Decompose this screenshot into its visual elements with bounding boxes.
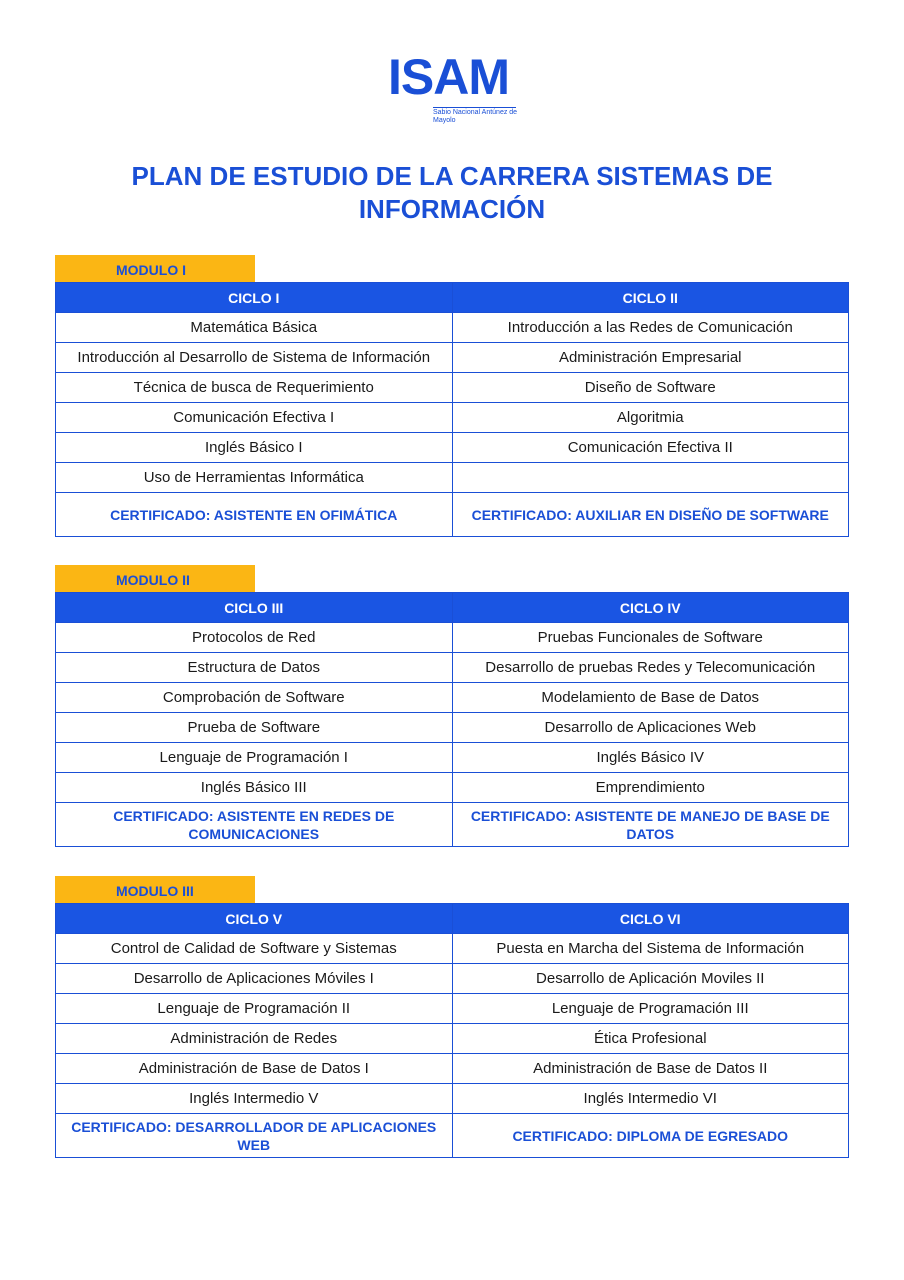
module-tab: MODULO II (55, 565, 255, 592)
course-row (56, 433, 849, 463)
course-cell: Inglés Básico IV (452, 743, 849, 773)
course-row (56, 313, 849, 343)
certificate-cell: CERTIFICADO: AUXILIAR EN DISEÑO DE SOFTWARE (452, 493, 849, 537)
certificate-cell: CERTIFICADO: DESARROLLADOR DE APLICACIONES WEB (56, 1114, 453, 1158)
course-cell: Algoritmia (452, 403, 849, 433)
course-cell: Modelamiento de Base de Datos (452, 683, 849, 713)
course-cell (452, 463, 849, 493)
course-cell: Desarrollo de Aplicación Moviles II (452, 964, 849, 994)
course-row (56, 1054, 849, 1084)
course-cell: Introducción al Desarrollo de Sistema de Información (56, 343, 453, 373)
certificate-row (56, 1114, 849, 1158)
course-row (56, 683, 849, 713)
course-row (56, 1084, 849, 1114)
page-title: PLAN DE ESTUDIO DE LA CARRERA SISTEMAS DE INFORMACIÓN (131, 161, 773, 224)
course-cell: Emprendimiento (452, 773, 849, 803)
logo-tagline: Sabio Nacional Antúnez de Mayolo (433, 109, 518, 124)
certificate-cell: CERTIFICADO: DIPLOMA DE EGRESADO (452, 1114, 849, 1158)
course-cell: Desarrollo de Aplicaciones Web (452, 713, 849, 743)
cycle-header-row (56, 593, 849, 623)
module-table (55, 903, 849, 1158)
course-cell: Inglés Básico I (56, 433, 453, 463)
certificate-row (56, 803, 849, 847)
course-cell: Introducción a las Redes de Comunicación (452, 313, 849, 343)
course-row (56, 743, 849, 773)
cycle-header: CICLO IV (452, 593, 849, 623)
course-cell: Lenguaje de Programación III (452, 994, 849, 1024)
cycle-header: CICLO V (56, 904, 453, 934)
module-1 (55, 255, 849, 537)
course-cell: Lenguaje de Programación II (56, 994, 453, 1024)
logo-rule (433, 107, 516, 108)
course-row (56, 343, 849, 373)
course-row (56, 463, 849, 493)
course-row (56, 403, 849, 433)
course-cell: Inglés Intermedio V (56, 1084, 453, 1114)
cycle-header-row (56, 283, 849, 313)
cycle-header: CICLO VI (452, 904, 849, 934)
cycle-header-row (56, 904, 849, 934)
module-tab: MODULO I (55, 255, 255, 282)
course-cell: Protocolos de Red (56, 623, 453, 653)
module-3 (55, 876, 849, 1158)
course-cell: Administración de Base de Datos II (452, 1054, 849, 1084)
course-cell: Inglés Intermedio VI (452, 1084, 849, 1114)
course-cell: Desarrollo de Aplicaciones Móviles I (56, 964, 453, 994)
course-cell: Pruebas Funcionales de Software (452, 623, 849, 653)
logo-mark: ISAM (388, 49, 509, 105)
course-cell: Comunicación Efectiva I (56, 403, 453, 433)
course-cell: Lenguaje de Programación I (56, 743, 453, 773)
course-cell: Matemática Básica (56, 313, 453, 343)
certificate-cell: CERTIFICADO: ASISTENTE DE MANEJO DE BASE DE DATOS (452, 803, 849, 847)
course-cell: Administración de Redes (56, 1024, 453, 1054)
course-cell: Administración Empresarial (452, 343, 849, 373)
certificate-cell: CERTIFICADO: ASISTENTE EN OFIMÁTICA (56, 493, 453, 537)
certificate-cell: CERTIFICADO: ASISTENTE EN REDES DE COMUNICACIONES (56, 803, 453, 847)
course-row (56, 653, 849, 683)
module-tab: MODULO III (55, 876, 255, 903)
course-cell: Ética Profesional (452, 1024, 849, 1054)
course-cell: Inglés Básico III (56, 773, 453, 803)
course-cell: Puesta en Marcha del Sistema de Información (452, 934, 849, 964)
cycle-header: CICLO I (56, 283, 453, 313)
module-table (55, 592, 849, 847)
course-cell: Uso de Herramientas Informática (56, 463, 453, 493)
course-cell: Prueba de Software (56, 713, 453, 743)
course-row (56, 934, 849, 964)
course-row (56, 773, 849, 803)
course-cell: Control de Calidad de Software y Sistemas (56, 934, 453, 964)
cycle-header: CICLO III (56, 593, 453, 623)
module-table (55, 282, 849, 537)
course-cell: Diseño de Software (452, 373, 849, 403)
course-row (56, 623, 849, 653)
course-row (56, 994, 849, 1024)
course-cell: Administración de Base de Datos I (56, 1054, 453, 1084)
course-row (56, 1024, 849, 1054)
course-cell: Comunicación Efectiva II (452, 433, 849, 463)
certificate-row (56, 493, 849, 537)
isam-logo (388, 49, 518, 132)
module-2 (55, 565, 849, 847)
course-cell: Comprobación de Software (56, 683, 453, 713)
course-row (56, 373, 849, 403)
cycle-header: CICLO II (452, 283, 849, 313)
course-cell: Técnica de busca de Requerimiento (56, 373, 453, 403)
course-cell: Desarrollo de pruebas Redes y Telecomunicación (452, 653, 849, 683)
course-row (56, 713, 849, 743)
course-cell: Estructura de Datos (56, 653, 453, 683)
course-row (56, 964, 849, 994)
